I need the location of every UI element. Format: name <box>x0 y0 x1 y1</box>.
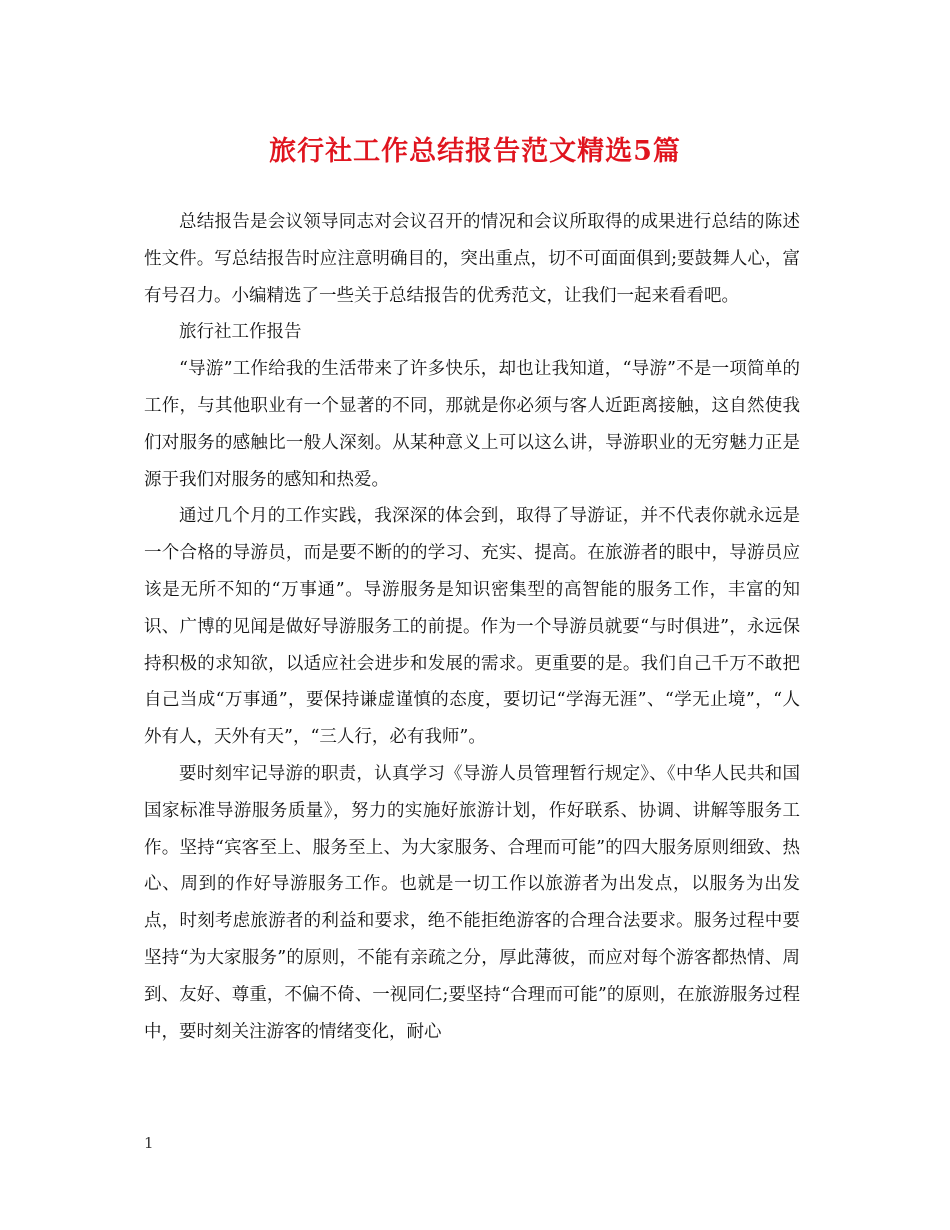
document-title: 旅行社工作总结报告范文精选5篇 <box>269 136 681 167</box>
section-heading: 旅行社工作报告 <box>179 322 302 343</box>
body-paragraph: “导游”工作给我的生活带来了许多快乐，却也让我知道，“导游”不是一项简单的工作，与其他职业有一个显著的不同，那就是你必须与客人近距离接触，这自然使我们对服务的感触比一般人深刻。从某种意义上可以这么讲，导游职业的无穷魅力正是源于我们对服务的感知和热爱。 <box>144 359 800 490</box>
document-body <box>144 204 800 1050</box>
intro-paragraph: 总结报告是会议领导同志对会议召开的情况和会议所取得的成果进行总结的陈述性文件。写总结报告时应注意明确目的，突出重点，切不可面面俱到;要鼓舞人心，富有号召力。小编精选了一些关于总结报告的优秀范文，让我们一起来看看吧。 <box>144 212 800 306</box>
body-paragraph: 通过几个月的工作实践，我深深的体会到，取得了导游证，并不代表你就永远是一个合格的导游员，而是要不断的的学习、充实、提高。在旅游者的眼中，导游员应该是无所不知的“万事通”。导游服务是知识密集型的高智能的服务工作，丰富的知识、广博的见闻是做好导游服务工的前提。作为一个导游员就要“与时俱进”，永远保持积极的求知欲，以适应社会进步和发展的需求。更重要的是。我们自己千万不敢把自己当成“万事通”，要保持谦虚谨慎的态度，要切记“学海无涯”、“学无止境”，“人外有人，天外有天”，“三人行，必有我师”。 <box>144 506 800 748</box>
body-paragraph: 要时刻牢记导游的职责，认真学习《导游人员管理暂行规定》、《中华人民共和国国家标准导游服务质量》，努力的实施好旅游计划，作好联系、协调、讲解等服务工作。坚持“宾客至上、服务至上、为大家服务、合理而可能”的四大服务原则细致、热心、周到的作好导游服务工作。也就是一切工作以旅游者为出发点，以服务为出发点，时刻考虑旅游者的利益和要求，绝不能拒绝游客的合理合法要求。服务过程中要坚持“为大家服务”的原则，不能有亲疏之分，厚此薄彼，而应对每个游客都热情、周到、友好、尊重，不偏不倚、一视同仁;要坚持“合理而可能”的原则，在旅游服务过程中，要时刻关注游客的情绪变化，耐心 <box>144 763 800 1042</box>
page-number: 1 <box>144 1134 154 1152</box>
